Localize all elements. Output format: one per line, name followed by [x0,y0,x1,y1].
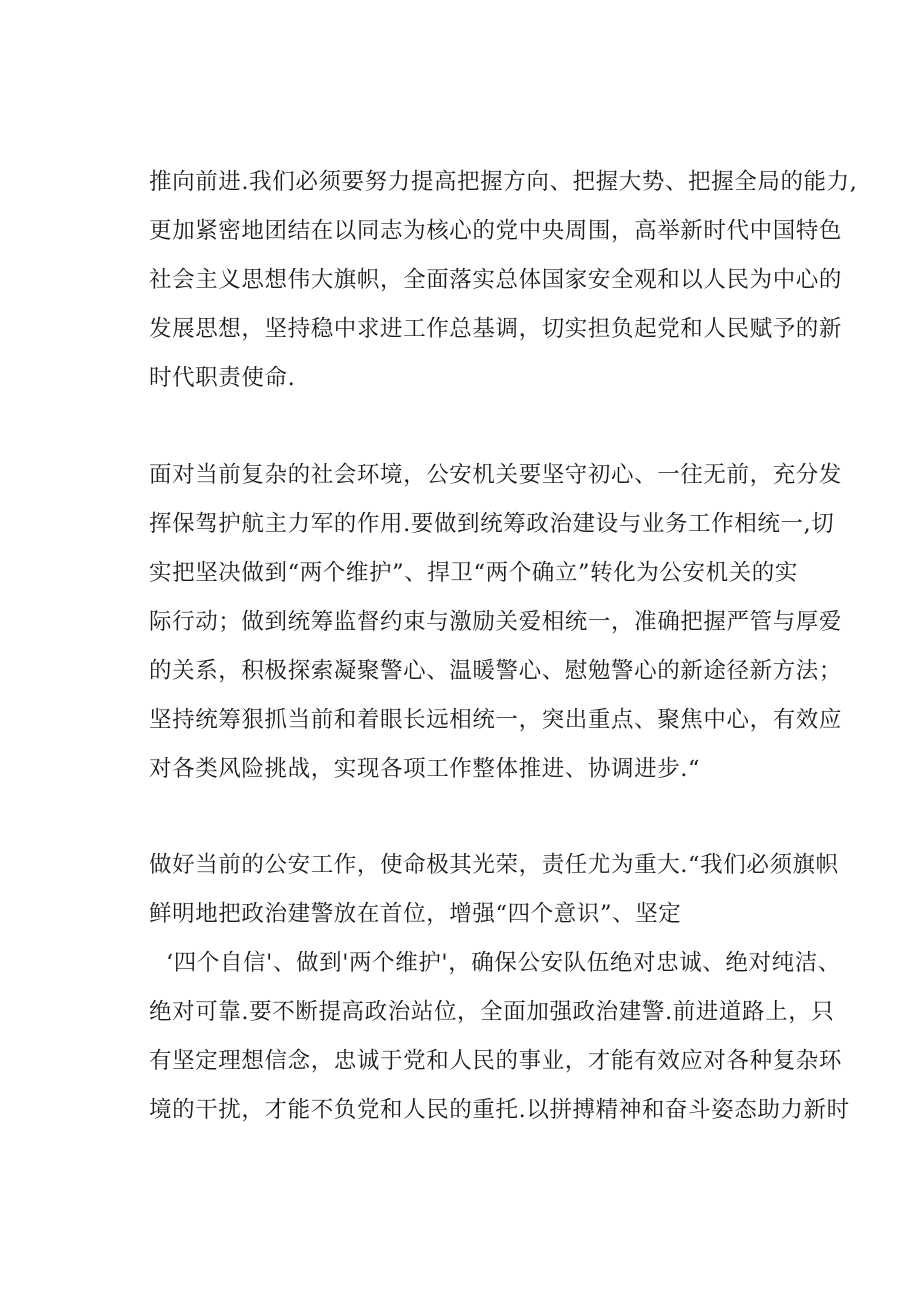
text-line: 更加紧密地团结在以同志为核心的党中央周围，高举新时代中国特色 [149,218,843,244]
text-line: 社会主义思想伟大旗帜，全面落实总体国家安全观和以人民为中心的 [149,267,843,293]
text-line: 发展思想，坚持稳中求进工作总基调，切实担负起党和人民赋予的新 [149,316,843,342]
text-line: ‘四个自信'、做到'两个维护'，确保公安队伍绝对忠诚、绝对纯洁、 [166,950,841,976]
text-line: 推向前进.我们必须要努力提高把握方向、把握大势、把握全局的能力, [149,169,858,195]
text-line: 做好当前的公安工作，使命极其光荣，责任尤为重大.“我们必须旗帜 [149,852,839,878]
text-line: 面对当前复杂的社会环境，公安机关要坚守初心、一往无前，充分发 [149,462,843,488]
text-line: 鲜明地把政治建警放在首位，增强“四个意识”、坚定 [149,901,682,927]
text-line: 有坚定理想信念，忠诚于党和人民的事业，才能有效应对各种复杂环 [149,1048,843,1074]
text-line: 实把坚决做到“两个维护”、捍卫“两个确立”转化为公安机关的实 [149,560,799,586]
text-line: 对各类风险挑战，实现各项工作整体推进、协调进步.“ [149,756,701,782]
text-line: 坚持统筹狠抓当前和着眼长远相统一，突出重点、聚焦中心，有效应 [149,707,843,733]
text-line: 际行动；做到统筹监督约束与激励关爱相统一，准确把握严管与厚爱 [149,609,843,635]
text-line: 挥保驾护航主力军的作用.要做到统筹政治建设与业务工作相统一,切 [149,511,835,537]
text-line: 绝对可靠.要不断提高政治站位，全面加强政治建警.前进道路上，只 [149,999,835,1025]
text-line: 时代职责使命. [149,365,296,391]
text-line: 的关系，积极探索凝聚警心、温暖警心、慰勉警心的新途径新方法； [149,658,843,684]
text-line: 境的干扰，才能不负党和人民的重托.以拼搏精神和奋斗姿态助力新时 [149,1097,850,1123]
